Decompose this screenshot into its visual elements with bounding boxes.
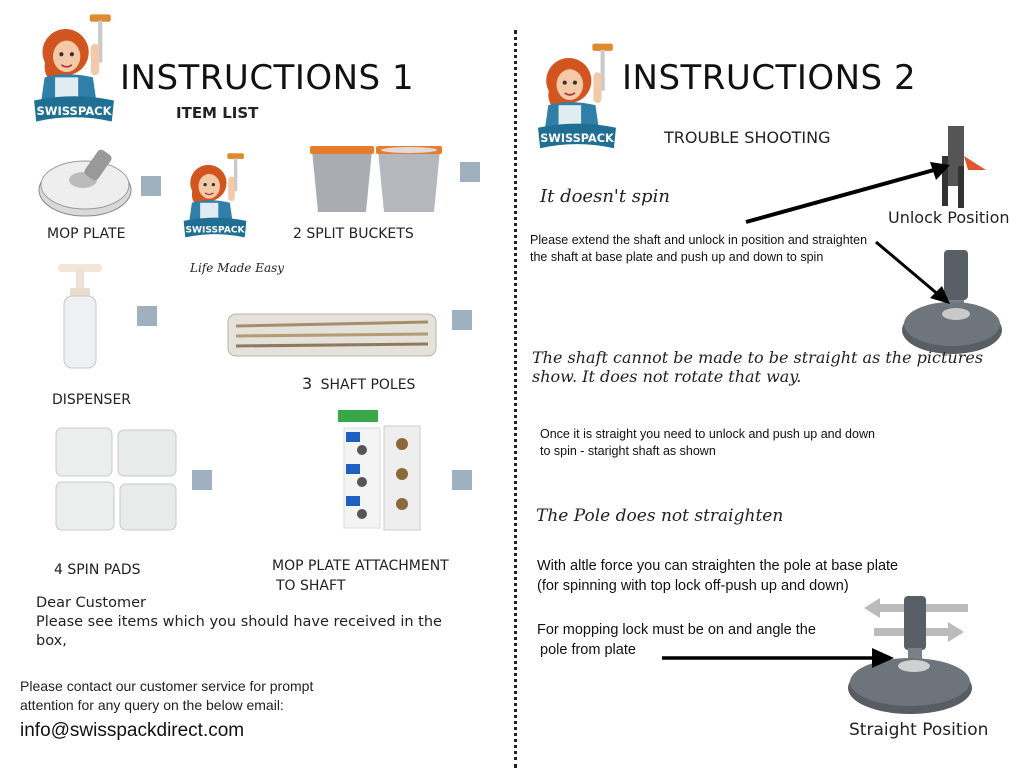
contact-email-link[interactable]: info@swisspackdirect.com xyxy=(20,720,245,741)
issue-2-line-2: to spin - staright shaft as shown xyxy=(540,444,716,458)
issue-2-title xyxy=(532,348,983,386)
mop-plate-image xyxy=(35,140,135,220)
panel-divider xyxy=(514,30,517,768)
note-body: Please see items which you should have received in the xyxy=(36,614,442,630)
instructions-1-title: INSTRUCTIONS 1 xyxy=(120,58,415,98)
mop-plate-label: MOP PLATE xyxy=(47,226,126,242)
issue-2-text xyxy=(540,426,875,460)
unlock-position-label: Unlock Position xyxy=(888,208,1010,227)
issue-2-line-1: Once it is straight you need to unlock and push up and down xyxy=(540,427,875,441)
issue-3-line-1: With altle force you can straighten the pole at base plate xyxy=(537,558,899,574)
shaft-poles-checkbox xyxy=(452,310,472,330)
issue-1-text xyxy=(530,232,867,266)
swisspack-logo-small xyxy=(182,138,248,256)
shaft-poles-label xyxy=(302,374,415,393)
swisspack-logo xyxy=(32,4,116,136)
attachment-checkbox xyxy=(452,470,472,490)
attachment-label xyxy=(272,556,449,596)
straight-position-arrow xyxy=(660,644,900,672)
attachment-label-line1: MOP PLATE ATTACHMENT xyxy=(272,558,449,574)
note-body-end: box, xyxy=(36,633,67,649)
dispenser-checkbox xyxy=(137,306,157,326)
issue-3-text xyxy=(537,556,898,596)
shaft-count: 3 xyxy=(302,374,313,393)
mop-plate-checkbox xyxy=(141,176,161,196)
item-list-heading: ITEM LIST xyxy=(176,104,259,122)
split-buckets-label: 2 SPLIT BUCKETS xyxy=(293,226,414,242)
issue-1-title: It doesn't spin xyxy=(540,186,670,207)
issue-3-line-3: For mopping lock must be on and angle the xyxy=(537,622,816,638)
spin-pads-checkbox xyxy=(192,470,212,490)
attachment-image xyxy=(332,408,424,536)
unlock-arrows xyxy=(600,150,980,310)
troubleshooting-heading: TROUBLE SHOOTING xyxy=(664,128,831,147)
shaft-poles-image xyxy=(224,304,440,366)
issue-3-title: The Pole does not straighten xyxy=(536,506,784,526)
buckets-checkbox xyxy=(460,162,480,182)
instructions-2-title: INSTRUCTIONS 2 xyxy=(622,58,917,98)
tagline: Life Made Easy xyxy=(190,261,285,275)
contact-line-1: Please contact our customer service for prompt xyxy=(20,678,314,694)
issue-3-line-2: (for spinning with top lock off-push up and down) xyxy=(537,578,849,594)
issue-1-line-1: Please extend the shaft and unlock in position and straighten xyxy=(530,233,868,247)
customer-note xyxy=(36,594,442,651)
attachment-label-line2: TO SHAFT xyxy=(276,578,346,594)
spin-pads-image xyxy=(54,426,180,534)
issue-2-title-line-1: The shaft cannot be made to be straight as the pictures xyxy=(532,348,984,367)
swisspack-logo-right xyxy=(536,30,618,166)
dispenser-image xyxy=(50,262,112,372)
spin-pads-label: 4 SPIN PADS xyxy=(54,562,141,578)
contact-line-2: attention for any query on the below email: xyxy=(20,697,284,713)
split-buckets-image xyxy=(306,140,446,216)
shaft-label-text: SHAFT POLES xyxy=(320,377,416,393)
issue-2-title-line-2: show. It does not rotate that way. xyxy=(532,367,802,386)
dispenser-label: DISPENSER xyxy=(52,392,132,408)
contact-text xyxy=(20,677,313,715)
straight-position-label: Straight Position xyxy=(849,720,989,740)
note-greeting: Dear Customer xyxy=(36,595,146,611)
issue-1-line-2: the shaft at base plate and push up and down to spin xyxy=(530,250,824,264)
issue-3-line-4: pole from plate xyxy=(540,642,636,658)
